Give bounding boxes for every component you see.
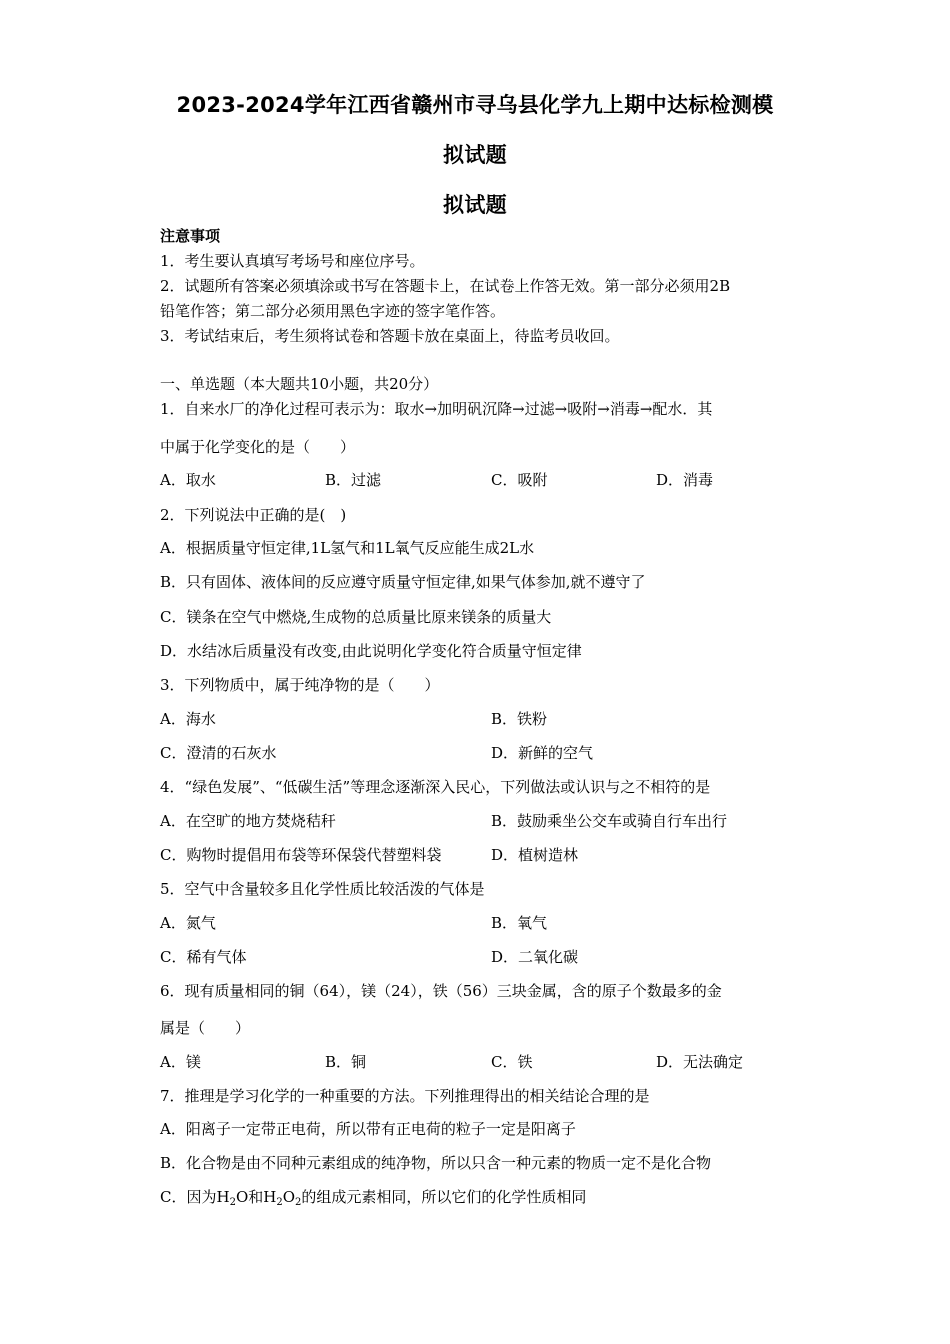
- subscript: 2: [229, 1197, 236, 1208]
- section-heading: 一、单选题（本大题共10小题，共20分）: [160, 375, 439, 393]
- question-7-option-c: [160, 1188, 587, 1208]
- question-7-option-c-text: O: [282, 1188, 296, 1206]
- question-3-option-b: B．铁粉: [491, 710, 548, 728]
- question-7-option-c-text: C．因为H: [160, 1188, 230, 1206]
- question-3-option-a: A．海水: [160, 710, 216, 728]
- question-6-option-c: C．铁: [491, 1053, 533, 1071]
- question-5-option-a: A．氮气: [160, 914, 216, 932]
- question-1-option-b: B．过滤: [325, 471, 382, 489]
- question-4-stem: 4．“绿色发展”、“低碳生活”等理念逐渐深入民心，下列做法或认识与之不相符的是: [160, 778, 711, 796]
- question-3-stem: 3．下列物质中，属于纯净物的是（ ）: [160, 676, 440, 694]
- question-4-option-b: B．鼓励乘坐公交车或骑自行车出行: [491, 812, 728, 830]
- notice-item: 铅笔作答；第二部分必须用黑色字迹的签字笔作答。: [160, 302, 506, 320]
- question-3-option-c: C．澄清的石灰水: [160, 744, 277, 762]
- notice-heading: 注意事项: [160, 227, 221, 245]
- question-7-option-b: B．化合物是由不同种元素组成的纯净物，所以只含一种元素的物质一定不是化合物: [160, 1154, 712, 1172]
- question-1-option-d: D．消毒: [656, 471, 714, 489]
- notice-item: 2．试题所有答案必须填涂或书写在答题卡上，在试卷上作答无效。第一部分必须用2B: [160, 277, 731, 295]
- notice-item: 3．考试结束后，考生须将试卷和答题卡放在桌面上，待监考员收回。: [160, 327, 620, 345]
- question-6-stem-cont: 属是（ ）: [160, 1019, 251, 1037]
- question-4-option-c: C．购物时提倡用布袋等环保袋代替塑料袋: [160, 846, 442, 864]
- question-1-option-a: A．取水: [160, 471, 216, 489]
- question-6-option-a: A．镁: [160, 1053, 201, 1071]
- question-1-stem: 1．自来水厂的净化过程可表示为：取水→加明矾沉降→过滤→吸附→消毒→配水．其: [160, 400, 713, 418]
- question-4-option-d: D．植树造林: [491, 846, 579, 864]
- exam-title-line-2: 拟试题: [443, 143, 507, 167]
- question-5-option-d: D．二氧化碳: [491, 948, 579, 966]
- question-2-option-a: A．根据质量守恒定律,1L氢气和1L氧气反应能生成2L水: [160, 539, 535, 557]
- exam-title-line-3: 拟试题: [443, 193, 507, 217]
- question-7-stem: 7．推理是学习化学的一种重要的方法。下列推理得出的相关结论合理的是: [160, 1087, 650, 1105]
- question-5-stem: 5．空气中含量较多且化学性质比较活泼的气体是: [160, 880, 485, 898]
- question-2-stem: 2．下列说法中正确的是( ): [160, 506, 347, 524]
- notice-item: 1．考生要认真填写考场号和座位序号。: [160, 252, 425, 270]
- exam-title-line-1: 2023-2024学年江西省赣州市寻乌县化学九上期中达标检测模: [176, 93, 774, 117]
- question-1-stem-cont: 中属于化学变化的是（ ）: [160, 438, 356, 456]
- subscript: 2: [276, 1197, 283, 1208]
- subscript: 2: [295, 1197, 302, 1208]
- question-5-option-b: B．氧气: [491, 914, 548, 932]
- question-2-option-c: C．镁条在空气中燃烧,生成物的总质量比原来镁条的质量大: [160, 608, 552, 626]
- question-6-option-b: B．铜: [325, 1053, 367, 1071]
- question-6-option-d: D．无法确定: [656, 1053, 744, 1071]
- question-6-stem: 6．现有质量相同的铜（64），镁（24），铁（56）三块金属，含的原子个数最多的金: [160, 982, 722, 1000]
- question-7-option-c-text: O和H: [235, 1188, 277, 1206]
- question-1-option-c: C．吸附: [491, 471, 548, 489]
- question-3-option-d: D．新鲜的空气: [491, 744, 594, 762]
- question-2-option-b: B．只有固体、液体间的反应遵守质量守恒定律,如果气体参加,就不遵守了: [160, 573, 646, 591]
- question-7-option-c-text: 的组成元素相同，所以它们的化学性质相同: [301, 1188, 587, 1206]
- question-7-option-a: A．阳离子一定带正电荷，所以带有正电荷的粒子一定是阳离子: [160, 1120, 576, 1138]
- question-2-option-d: D．水结冰后质量没有改变,由此说明化学变化符合质量守恒定律: [160, 642, 582, 660]
- question-4-option-a: A．在空旷的地方焚烧秸秆: [160, 812, 336, 830]
- question-5-option-c: C．稀有气体: [160, 948, 247, 966]
